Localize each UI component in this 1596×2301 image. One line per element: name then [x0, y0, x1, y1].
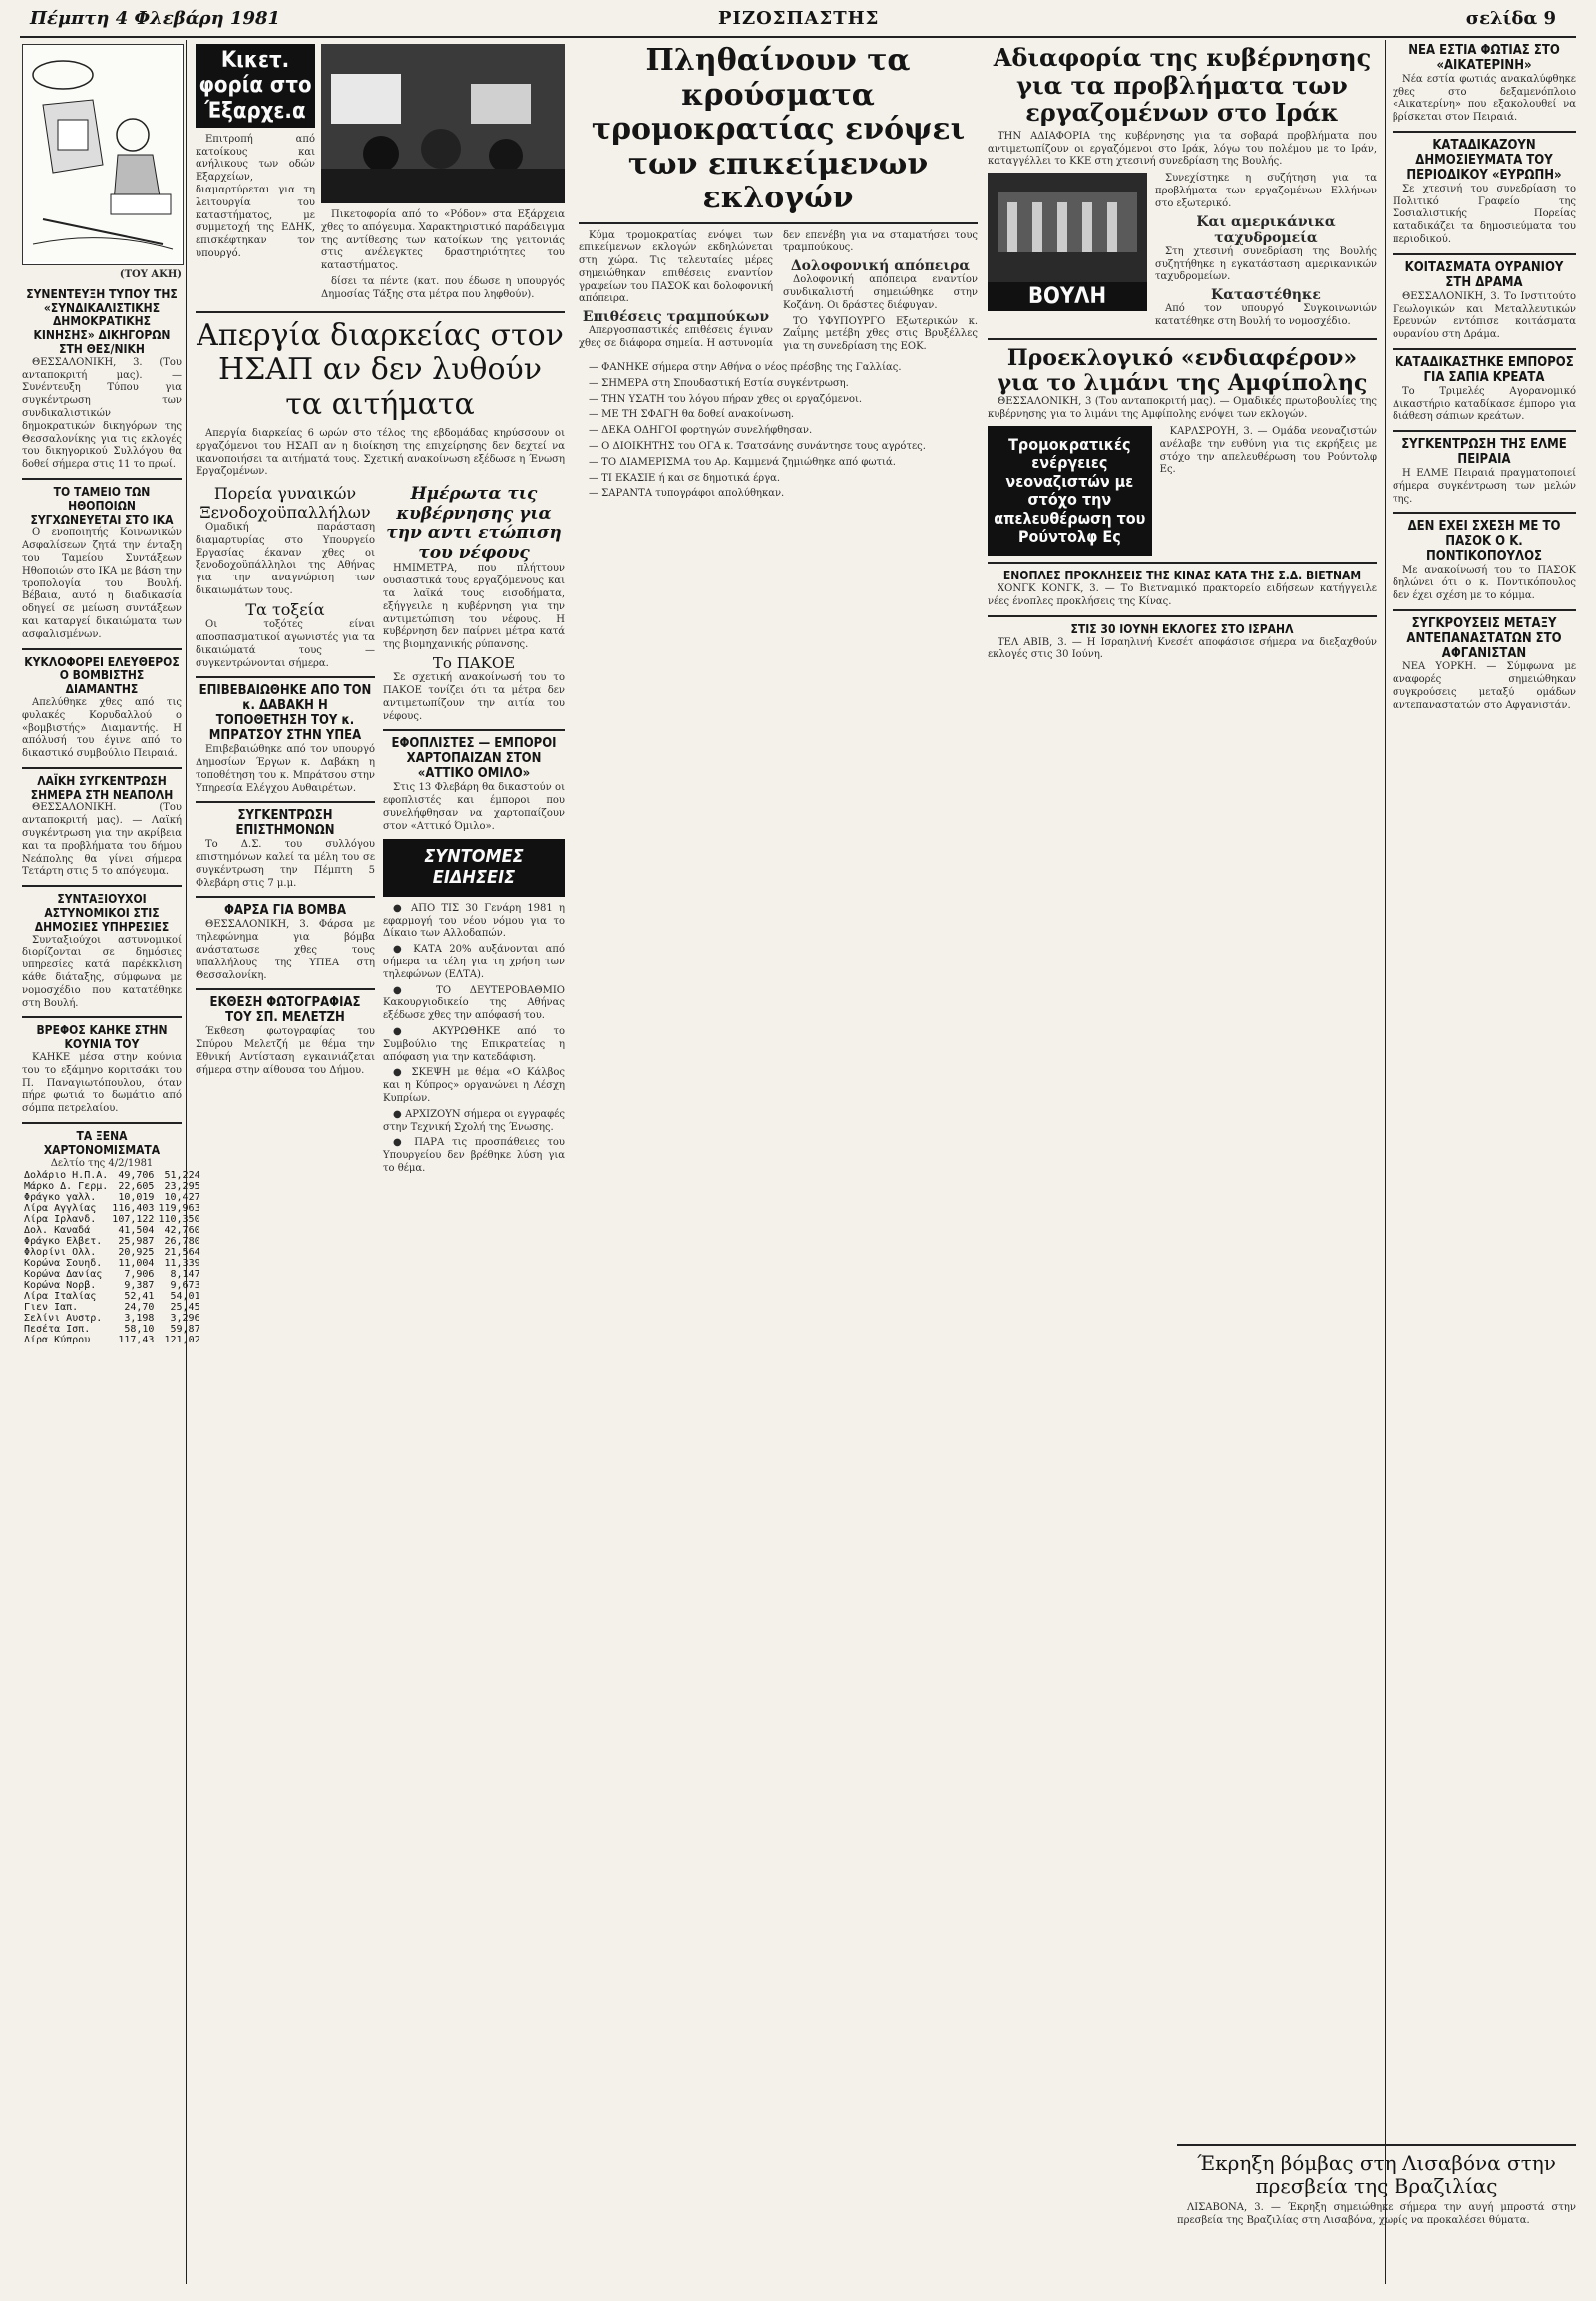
headline: ΚΥΚΛΟΦΟΡΕΙ ΕΛΕΥΘΕΡΟΣ Ο ΒΟΜΒΙΣΤΗΣ ΔΙΑΜΑΝΤΗΣ — [24, 654, 180, 697]
short-news-item: ● ΑΠΟ ΤΙΣ 30 Γενάρη 1981 η εφαρμογή του νέου νόμου για το Δίκαιο των Αλλοδαπών. — [383, 902, 565, 940]
paragraph: ΚΑΗΚΕ μέσα στην κούνια του το εξάμηνο κοριτσάκι του Π. Παναγιωτόπουλου, όταν πήρε φωτιά το δωμάτιο από σόμπα πετρελαίου. — [22, 1052, 182, 1115]
paragraph: Η ΕΛΜΕ Πειραιά πραγματοποιεί σήμερα συγκέντρωση των μελών της. — [1393, 468, 1576, 505]
article-body — [22, 697, 182, 761]
buy-rate: 117,43 — [118, 1335, 155, 1346]
paragraph: Στη χτεσινή συνεδρίαση της Βουλής συζητήθηκε η εγκατάσταση αμερικανικών ταχυδρομείων. — [1155, 245, 1377, 283]
paragraph: ΤΟ ΥΦΥΠΟΥΡΓΟ Εξωτερικών κ. Ζαΐμης μετέβη χθες στις Βρυξέλλες για τη συνεδρίαση της ΕΟΚ. — [783, 315, 978, 353]
divider — [988, 338, 1377, 340]
vouli-label: ΒΟΥΛΗ — [988, 282, 1147, 311]
headline: ΤΑ ΞΕΝΑ ΧΑΡΤΟΝΟΜΙΣΜΑΤΑ — [43, 1129, 161, 1157]
paragraph: Απεργία διαρκείας 6 ωρών στο τέλος της εβδομάδας κηρύσσουν οι εργαζόμενοι του ΗΣΑΠ αν η διοίκηση της επιχείρησης δεν δεχτεί να ικανοποιήσει τα αιτήματά τους. Σχετική ανακοίνωση εξέδωσε η Ένωση Εργαζομένων. — [196, 428, 565, 478]
headline: Αδιαφορία της κυβέρνησης για τα προβλήματα των εργαζομένων στο Ιράκ — [993, 43, 1372, 128]
short-news-item: ● ΣΚΕΨΗ με θέμα «Ο Κάλβος και η Κύπρος» οργανώνει η Λέσχη Κυπρίων. — [383, 1067, 565, 1104]
sell-rate: 25,45 — [170, 1302, 200, 1314]
headline: Έκρηξη βόμβας στη Λισαβόνα στην πρεσβεία της Βραζιλίας — [1197, 2151, 1556, 2198]
divider — [1393, 512, 1576, 514]
headline: ΒΡΕΦΟΣ ΚΑΗΚΕ ΣΤΗΝ ΚΟΥΝΙΑ ΤΟΥ — [36, 1023, 168, 1052]
brief-item: — ΦΑΝΗΚΕ σήμερα στην Αθήνα ο νέος πρέσβης της Γαλλίας. — [589, 361, 902, 373]
photo-story-title: Κικετ. φορία στο Έξαρχε.α — [196, 44, 315, 128]
short-news-item: ● ΑΡΧΙΖΟΥΝ σήμερα οι εγγραφές στην Τεχνική Σχολή της Ένωσης. — [383, 1108, 565, 1133]
divider — [22, 648, 182, 650]
rate-row — [22, 1291, 202, 1302]
headline: ΣΥΓΚΕΝΤΡΩΣΗ ΕΠΙΣΤΗΜΟΝΩΝ — [235, 808, 335, 839]
divider — [988, 562, 1377, 564]
headline: ΤΟ ΤΑΜΕΙΟ ΤΩΝ ΗΘΟΠΟΙΩΝ ΣΥΓΧΩΝΕΥΕΤΑΙ ΣΤΟ ΙΚΑ — [30, 484, 174, 527]
headline: ΣΥΓΚΕΝΤΡΩΣΗ ΤΗΣ ΕΛΜΕ ΠΕΙΡΑΙΑ — [1401, 437, 1567, 468]
divider — [1393, 131, 1576, 133]
paragraph: δίσει τα πέντε (κατ. που έδωσε η υπουργός Δημοσίας Τάξης στα μέτρα που ληφθούν). — [321, 275, 565, 300]
headline: ΕΠΙΒΕΒΑΙΩΘΗΚΕ ΑΠΟ ΤΟΝ κ. ΔΑΒΑΚΗ Η ΤΟΠΟΘΕΤΗΣΗ ΤΟΥ κ. ΜΠΡΑΤΣΟΥ ΣΤΗΝ ΥΠΕΑ — [199, 683, 372, 744]
cartoon-caption: (ΤΟΥ ΑΚΗ) — [119, 269, 182, 280]
buy-rate: 22,605 — [118, 1181, 155, 1193]
divider — [579, 222, 978, 224]
short-news-item: ● ΠΑΡΑ τις προσπάθειες του Υπουργείου δεν βρέθηκε λύση για το θέμα. — [383, 1137, 565, 1174]
column-left — [22, 44, 200, 1346]
short-news-item: ● ΤΟ ΔΕΥΤΕΡΟΒΑΘΜΙΟ Κακουργιοδικείο της Αθήνας εξέδωσε χθες την απόφασή του. — [383, 984, 565, 1022]
currency-name: Κορώνα Δανίας — [24, 1269, 103, 1281]
paragraph: Ο ενοποιητής Κοινωνικών Ασφαλίσεων ζητά την ένταξη του Ταμείου Συντάξεων Ηθοποιών στο ΙΚΑ με βάση την τροπολογία του Βουλή. Βέβαια, αυτό η διαδικασία οδηγεί σε μείωση συντάξεων και καταργεί δικαιώματα των ασφαλισμένων. — [22, 527, 182, 640]
rate-row — [22, 1258, 202, 1269]
rate-row — [22, 1280, 202, 1291]
headline: Ημέρωτα τις κυβέρνησης για την αντι ετώπιση του νέφους — [386, 484, 562, 563]
page-number: σελίδα 9 — [1465, 8, 1556, 29]
sub-columns — [196, 485, 565, 1179]
sell-rate: 11,339 — [164, 1258, 200, 1270]
brief-item: — ΣΗΜΕΡΑ στη Σπουδαστική Εστία συγκέντρωση. — [589, 377, 849, 389]
protest-photo — [321, 44, 565, 203]
divider — [22, 885, 182, 887]
divider — [383, 729, 565, 731]
headline: Επιθέσεις τραμπούκων — [582, 309, 770, 326]
paragraph: ΤΗΝ ΑΔΙΑΦΟΡΙΑ της κυβέρνησης για τα σοβαρά προβλήματα που αντιμετωπίζουν οι εργαζόμενοι στο Ιράκ, λόγω του πολέμου με το Ιράν, καταγγέλλει το ΚΚΕ στη χτεσινή συνεδρίαση της Βουλής. — [988, 130, 1377, 168]
column-five — [988, 44, 1377, 665]
currency-name: Γιεν Ιαπ. — [24, 1302, 79, 1314]
article-body — [22, 357, 182, 472]
currency-name: Δολ. Καναδά — [24, 1225, 91, 1237]
brief-item: — ΣΑΡΑΝΤΑ τυπογράφοι απολύθηκαν. — [589, 488, 785, 500]
sell-rate: 9,673 — [170, 1280, 200, 1292]
sell-rate: 121,02 — [164, 1335, 200, 1346]
column-divider — [186, 40, 187, 2284]
paragraph: Δολοφονική απόπειρα εναντίον συνδικαλιστή σημειώθηκε στην Κοζάνη. Οι δράστες διέφυγαν. — [783, 274, 978, 311]
column-divider — [1385, 40, 1386, 2284]
headline: ΔΕΝ ΕΧΕΙ ΣΧΕΣΗ ΜΕ ΤΟ ΠΑΣΟΚ Ο Κ. ΠΟΝΤΙΚΟΠΟΥΛΟΣ — [1407, 519, 1561, 565]
paragraph: Επιβεβαιώθηκε από τον υπουργό Δημοσίων Έργων κ. Δαβάκη η τοποθέτηση του κ. Μπράτσου στην Υπηρεσία Ελέγχου Αυθαιρέτων. — [196, 744, 375, 794]
brief-item: — ΤΗΝ ΥΣΑΤΗ του λόγου πήραν χθες οι εργαζόμενοι. — [589, 393, 863, 405]
paragraph: Ομαδική παράσταση διαμαρτυρίας στο Υπουργείο Εργασίας έκαναν χθες οι ξενοδοχοϋπάλληλοι της Αθήνας για την αναγνώριση των δικαιωμάτων τους. — [196, 522, 375, 597]
currency-name: Λίρα Αγγλίας — [24, 1203, 97, 1215]
divider — [196, 311, 565, 313]
headline: ΣΥΝΤΑΞΙΟΥΧΟΙ ΑΣΤΥΝΟΜΙΚΟΙ ΣΤΙΣ ΔΗΜΟΣΙΕΣ ΥΠΗΡΕΣΙΕΣ — [34, 892, 170, 934]
short-news-item: ● ΚΑΤΑ 20% αυξάνονται από σήμερα τα τέλη για τη χρήση των τηλεφώνων (ΕΛΤΑ). — [383, 944, 565, 980]
buy-rate: 11,004 — [118, 1258, 155, 1270]
column-two — [196, 44, 565, 1179]
paragraph: Απελύθηκε χθες από τις φυλακές Κορυδαλλού ο «βομβιστής» Διαμαντής. Η απόλυσή του έγινε από το δικαστικό συμβούλιο Πειραιά. — [22, 696, 182, 760]
rate-row — [22, 1192, 202, 1203]
photo-block — [321, 44, 565, 305]
headline: ΦΑΡΣΑ ΓΙΑ ΒΟΜΒΑ — [223, 903, 347, 919]
headline: Και αμερικάνικα ταχυδρομεία — [1196, 213, 1336, 246]
headline: ΚΑΤΑΔΙΚΑΖΟΥΝ ΔΗΜΟΣΙΕΥΜΑΤΑ ΤΟΥ ΠΕΡΙΟΔΙΚΟΥ «ΕΥΡΩΠΗ» — [1406, 138, 1562, 183]
headline: ΚΑΤΑΔΙΚΑΣΤΗΚΕ ΕΜΠΟΡΟΣ ΓΙΑ ΣΑΠΙΑ ΚΡΕΑΤΑ — [1395, 354, 1574, 385]
currency-name: Λίρα Κύπρου — [24, 1335, 91, 1346]
paragraph: ΝΕΑ ΥΟΡΚΗ. — Σύμφωνα με αναφορές σημειώθηκαν συγκρούσεις μεταξύ ομάδων αντεπαναστατών στο Αφγανιστάν. — [1393, 661, 1576, 711]
buy-rate: 10,019 — [118, 1192, 155, 1204]
paragraph: Με ανακοίνωσή του το ΠΑΣΟΚ δηλώνει ότι ο κ. Ποντικόπουλος δεν έχει σχέση με το κόμμα. — [1393, 565, 1576, 601]
headline: ΕΦΟΠΛΙΣΤΕΣ — ΕΜΠΟΡΟΙ ΧΑΡΤΟΠΑΙΖΑΝ ΣΤΟΝ «ΑΤΤΙΚΟ ΟΜΙΛΟ» — [391, 736, 557, 782]
buy-rate: 7,906 — [124, 1269, 155, 1281]
exchange-rates-table — [22, 1170, 202, 1345]
currency-name: Φράγκο Ελβετ. — [24, 1236, 103, 1248]
paragraph: ΘΕΣΣΑΛΟΝΙΚΗ. (Του ανταποκριτή μας). — Λαϊκή συγκέντρωση για την ακρίβεια και τα προβλήματα του δήμου Νεάπολης θα γίνει σήμερα Τετάρτη στις 5 το απόγευμα. — [22, 802, 182, 878]
sell-rate: 26,780 — [164, 1236, 200, 1248]
headline: ΛΑΪΚΗ ΣΥΓΚΕΝΤΡΩΣΗ ΣΗΜΕΡΑ ΣΤΗ ΝΕΑΠΟΛΗ — [30, 773, 174, 802]
protest-photo-image — [321, 44, 565, 203]
paragraph: ΗΜΙΜΕΤΡΑ, που πλήττουν ουσιαστικά τους εργαζόμενους και τα λαϊκά τους εισοδήματα, εξήγγειλε η κυβέρνηση για την αντιμετώπιση του νέφους. Η κυβέρνηση δεν παίρνει μέτρα κατά της βιομηχανικής ρύπανσης. — [383, 563, 565, 651]
article-body — [22, 1052, 182, 1116]
brief-item: — Ο ΔΙΟΙΚΗΤΗΣ του ΟΓΑ κ. Τσατσάνης συνάντησε τους αγρότες. — [589, 440, 926, 452]
headline: Προεκλογικό «ενδιαφέρον» για το λιμάνι της Αμφίπολης — [997, 344, 1368, 397]
paragraph: ΛΙΣΑΒΟΝΑ, 3. — Έκρηξη σημειώθηκε σήμερα την αυγή μπροστά στην πρεσβεία της Βραζιλίας στη Λισαβόνα, χωρίς να προκαλέσει θύματα. — [1177, 2202, 1576, 2226]
headline: ΣΥΓΚΡΟΥΣΕΙΣ ΜΕΤΑΞΥ ΑΝΤΕΠΑΝΑΣΤΑΤΩΝ ΣΤΟ ΑΦΓΑΝΙΣΤΑΝ — [1406, 615, 1562, 661]
brief-list — [579, 362, 978, 501]
buy-rate: 41,504 — [118, 1225, 155, 1237]
photo-story — [196, 44, 315, 305]
sell-rate: 23,295 — [164, 1181, 200, 1193]
short-news-banner: ΣΥΝΤΟΜΕΣ ΕΙΔΗΣΕΙΣ — [383, 839, 565, 896]
paragraph: Απεργοσπαστικές επιθέσεις έγιναν χθες σε διάφορα σημεία. Η αστυνομία δεν επενέβη για να σταματήσει τους τραμπούκους. — [579, 229, 978, 350]
brief-item: — ΜΕ ΤΗ ΣΦΑΓΗ θα δοθεί ανακοίνωση. — [589, 409, 795, 421]
parliament-photo — [988, 173, 1147, 282]
paragraph: Οι τοξότες είναι αποσπασματικοί αγωνιστές για τα δικαιώματά τους — συγκεντρώνονται σήμερα. — [196, 619, 375, 669]
column-three — [383, 485, 565, 1179]
photo-row — [196, 44, 565, 305]
main-headline: Απεργία διαρκείας στον ΗΣΑΠ αν δεν λυθούν τα αιτήματα — [197, 317, 564, 422]
rate-row — [22, 1225, 202, 1236]
headline: ΣΥΝΕΝΤΕΥΞΗ ΤΥΠΟΥ ΤΗΣ «ΣΥΝΔΙΚΑΛΙΣΤΙΚΗΣ ΔΗΜΟΚΡΑΤΙΚΗΣ ΚΙΝΗΣΗΣ» ΔΙΚΗΓΟΡΩΝ ΣΤΗ ΘΕΣ/ΝΙΚΗ — [26, 286, 178, 356]
divider — [196, 988, 375, 990]
paragraph: Από τον υπουργό Συγκοινωνιών κατατέθηκε στη Βουλή το νομοσχέδιο. — [1155, 303, 1377, 328]
divider — [1393, 609, 1576, 611]
divider — [22, 1016, 182, 1018]
headline: ΝΕΑ ΕΣΤΙΑ ΦΩΤΙΑΣ ΣΤΟ «ΑΙΚΑΤΕΡΙΝΗ» — [1408, 43, 1560, 73]
currency-name: Λίρα Ιρλανδ. — [24, 1214, 97, 1226]
column-right — [1393, 44, 1576, 716]
masthead-rule — [20, 36, 1576, 38]
paragraph: Επιτροπή από κατοίκους και ανήλικους των οδών Εξαρχείων, διαμαρτύρεται για τη λειτουργία του καταστήματος, με συμμετοχή της ΕΔΗΚ, επισκέφτηκαν τον υπουργό. — [196, 133, 315, 260]
sell-rate: 42,760 — [164, 1225, 200, 1237]
sell-rate: 119,963 — [158, 1203, 200, 1215]
divider — [196, 676, 375, 678]
sell-rate: 54,01 — [170, 1291, 200, 1303]
headline: Καταστέθηκε — [1211, 287, 1321, 304]
paragraph: ΚΑΡΛΣΡΟΥΗ, 3. — Ομάδα νεοναζιστών ανέλαβε την ευθύνη για τις εκρήξεις με στόχο την απελευθέρωση του Ρούντολφ Ες. — [1159, 426, 1377, 476]
headline: ΕΚΘΕΣΗ ΦΩΤΟΓΡΑΦΙΑΣ ΤΟΥ ΣΠ. ΜΕΛΕΤΖΗ — [209, 995, 361, 1026]
currency-name: Μάρκο Δ. Γερμ. — [24, 1181, 109, 1193]
buy-rate: 25,987 — [118, 1236, 155, 1248]
brief-item: — ΤΟ ΔΙΑΜΕΡΙΣΜΑ του Αρ. Καμμενά ζημιώθηκε από φωτιά. — [589, 456, 896, 468]
vouli-block — [988, 173, 1377, 332]
buy-rate: 107,122 — [112, 1214, 155, 1226]
rate-row — [22, 1313, 202, 1324]
paragraph: Σε χτεσινή του συνεδρίαση το Πολιτικό Γραφείο της Σοσιαλιστικής Πορείας καταδικάζει τα δημοσιεύματα του περιοδικού. — [1393, 183, 1576, 246]
rate-row — [22, 1181, 202, 1192]
rate-row — [22, 1302, 202, 1313]
currency-name: Λίρα Ιταλίας — [24, 1291, 97, 1303]
paragraph: ΘΕΣΣΑΛΟΝΙΚΗ, 3. Το Ινστιτούτο Γεωλογικών και Μεταλλευτικών Ερευνών εντόπισε κοιτάσματα ουρανίου στη Δράμα. — [1393, 290, 1576, 341]
lead-headline: Πληθαίνουν τα κρούσματα τρομοκρατίας ενόψει των επικείμενων εκλογών — [591, 43, 966, 215]
paragraph: Σε σχετική ανακοίνωσή του το ΠΑΚΟΕ τονίζει ότι τα μέτρα δεν αντιμετωπίζουν την αιτία του νέφους. — [383, 672, 565, 722]
newspaper-name: ΡΙΖΟΣΠΑΣΤΗΣ — [718, 8, 880, 29]
currency-name: Σελίνι Αυστρ. — [24, 1313, 103, 1325]
paragraph: Το Δ.Σ. του συλλόγου επιστημόνων καλεί τα μέλη του σε συγκέντρωση την Πέμπτη 5 Φλεβάρη στις 7 μ.μ. — [196, 839, 375, 889]
divider — [196, 801, 375, 803]
buy-rate: 20,925 — [118, 1247, 155, 1259]
buy-rate: 24,70 — [124, 1302, 155, 1314]
lead-body — [579, 230, 978, 354]
divider — [1393, 430, 1576, 432]
rate-row — [22, 1214, 202, 1225]
buy-rate: 49,706 — [118, 1170, 155, 1182]
rate-row — [22, 1203, 202, 1214]
divider — [1393, 253, 1576, 255]
paragraph: Στις 13 Φλεβάρη θα δικαστούν οι εφοπλιστές και έμποροι που συνελήφθησαν να χαρτοπαίζουν στον «Αττικό Όμιλο». — [383, 782, 565, 832]
sell-rate: 51,224 — [164, 1170, 200, 1182]
terror-block — [988, 426, 1377, 556]
short-news-item: ● ΑΚΥΡΩΘΗΚΕ από το Συμβούλιο της Επικρατείας η απόφαση για την κατεδάφιση. — [383, 1026, 565, 1063]
sell-rate: 3,296 — [170, 1313, 200, 1325]
paragraph: ΧΟΝΓΚ ΚΟΝΓΚ, 3. — Το Βιετναμικό πρακτορείο ειδήσεων κατήγγειλε νέες ένοπλες προκλήσεις της Κίνας. — [988, 583, 1377, 607]
rate-row — [22, 1236, 202, 1247]
issue-date: Πέμπτη 4 Φλεβάρη 1981 — [30, 8, 281, 29]
sell-rate: 110,350 — [158, 1214, 200, 1226]
brief-item: — ΔΕΚΑ ΟΔΗΓΟΙ φορτηγών συνελήφθησαν. — [589, 425, 813, 437]
rate-row — [22, 1269, 202, 1280]
divider — [988, 615, 1377, 617]
paragraph: Έκθεση φωτογραφίας του Σπύρου Μελετζή με θέμα την Εθνική Αντίσταση εγκαινιάζεται σήμερα στην αίθουσα του Δήμου. — [196, 1026, 375, 1076]
currency-name: Πεσέτα Ισπ. — [24, 1324, 91, 1336]
cartoon-drawing — [23, 45, 181, 262]
bottom-story — [1177, 2144, 1576, 2231]
paragraph: ΤΕΛ ΑΒΙΒ, 3. — Η Ισραηλινή Κνεσέτ αποφάσισε σήμερα να διεξαχθούν εκλογές στις 30 Ιούνη. — [988, 636, 1377, 661]
buy-rate: 58,10 — [124, 1324, 155, 1336]
rate-row — [22, 1335, 202, 1345]
sell-rate: 10,427 — [164, 1192, 200, 1204]
paragraph: Συνεχίστηκε η συζήτηση για τα προβλήματα των εργαζομένων Ελλήνων στο εξωτερικό. — [1155, 173, 1377, 209]
rate-row — [22, 1247, 202, 1258]
currency-name: Φλορίνι Ολλ. — [24, 1247, 97, 1259]
paragraph: Κύμα τρομοκρατίας ενόψει των επικείμενων εκλογών εκδηλώνεται στη χώρα. Τις τελευταίες μέρες σημειώθηκαν επιθέσεις εναντίον γραφείων του ΠΑΣΟΚ και δολοφονική απόπειρα. — [579, 229, 773, 305]
column-four — [579, 44, 978, 504]
headline: Τα τοξεία — [245, 599, 325, 619]
currency-name: Κορώνα Νορβ. — [24, 1280, 97, 1292]
article-body — [22, 802, 182, 879]
masthead — [0, 0, 1596, 40]
brief-item: — ΤΙ ΕΚΑΣΙΕ ή και σε δημοτικά έργα. — [589, 472, 781, 484]
buy-rate: 3,198 — [124, 1313, 155, 1325]
buy-rate: 116,403 — [112, 1203, 155, 1215]
currency-name: Κορώνα Σουηδ. — [24, 1258, 103, 1270]
currency-name: Δολάριο Η.Π.Α. — [24, 1170, 109, 1182]
headline: Δολοφονική απόπειρα — [790, 258, 971, 275]
sell-rate: 21,564 — [164, 1247, 200, 1259]
divider — [22, 1122, 182, 1124]
paragraph: Νέα εστία φωτιάς ανακαλύφθηκε χθες στο δεξαμενόπλοιο «Αικατερίνη» που εξακολουθεί να βρίσκεται στον Πειραιά. — [1393, 73, 1576, 124]
headline: Πορεία γυναικών Ξενοδοχοϋπαλλήλων — [200, 484, 371, 522]
paragraph: ΘΕΣΣΑΛΟΝΙΚΗ, 3 (Του ανταποκριτή μας). — Ομαδικές πρωτοβουλίες της κυβέρνησης για το λιμάνι της Αμφίπολης ενόψει των εκλογών. — [988, 396, 1377, 421]
paragraph: Συνταξιούχοι αστυνομικοί διορίζονται σε δημόσιες υπηρεσίες κατά παρέκκλιση κάθε διάταξης, σύμφωνα με νομοσχέδιο που κατατέθηκε στη Βουλή. — [22, 934, 182, 1009]
terror-box: Τρομοκρατικές ενέργειες νεοναζιστών με στόχο την απελευθέρωση του Ρούντολφ Ες — [988, 426, 1152, 556]
divider — [196, 896, 375, 898]
parliament-image — [988, 173, 1147, 282]
paragraph: ΘΕΣΣΑΛΟΝΙΚΗ, 3. Φάρσα με τηλεφώνημα για βόμβα ανάστατωσε χθες τους υπαλλήλους της ΥΠΕΑ στη Θεσσαλονίκη. — [196, 919, 375, 981]
paragraph: ΘΕΣΣΑΛΟΝΙΚΗ, 3. (Του ανταποκριτή μας). — Συνέντευξη Τύπου για συγκέντρωση των συνδικαλιστικών δημοκρατικών δικηγόρων της Θεσσαλονίκης για τις εκλογές του δικηγορικού Συλλόγου θα δοθεί σήμερα στις 11 το πρωί. — [22, 356, 182, 471]
sell-rate: 8,147 — [170, 1269, 200, 1281]
article-body — [22, 935, 182, 1011]
headline: Το ΠΑΚΟΕ — [432, 654, 516, 673]
buy-rate: 52,41 — [124, 1291, 155, 1303]
divider — [22, 767, 182, 769]
headline: ΕΝΟΠΛΕΣ ΠΡΟΚΛΗΣΕΙΣ ΤΗΣ ΚΙΝΑΣ ΚΑΤΑ ΤΗΣ Σ.Δ. ΒΙΕΤΝΑΜ — [1002, 569, 1362, 583]
short-news-list — [383, 903, 565, 1176]
divider — [1393, 348, 1576, 350]
paragraph: Το Τριμελές Αγορανομικό Δικαστήριο καταδίκασε έμπορο για διάθεση σάπιων κρεάτων. — [1393, 385, 1576, 423]
buy-rate: 9,387 — [124, 1280, 155, 1292]
rate-row — [22, 1324, 202, 1335]
sell-rate: 59,87 — [170, 1324, 200, 1336]
paragraph: Πικετοφορία από το «Ρόδον» στα Εξάρχεια χθες το απόγευμα. Χαρακτηριστικό παράδειγμα της αντίθεσης των κατοίκων της γειτονιάς στις ανέλεγκτες δραστηριότητες του καταστήματος. — [321, 209, 565, 272]
article-body — [22, 527, 182, 641]
headline: ΣΤΙΣ 30 ΙΟΥΝΗ ΕΚΛΟΓΕΣ ΣΤΟ ΙΣΡΑΗΛ — [1070, 621, 1294, 636]
rate-row — [22, 1170, 202, 1181]
headline: ΚΟΙΤΑΣΜΑΤΑ ΟΥΡΑΝΙΟΥ ΣΤΗ ΔΡΑΜΑ — [1404, 259, 1564, 290]
divider — [22, 478, 182, 480]
currency-name: Φράγκο γαλλ. — [24, 1192, 97, 1204]
cartoon — [22, 44, 184, 265]
rates-subtitle: Δελτίο της 4/2/1981 — [50, 1157, 154, 1169]
